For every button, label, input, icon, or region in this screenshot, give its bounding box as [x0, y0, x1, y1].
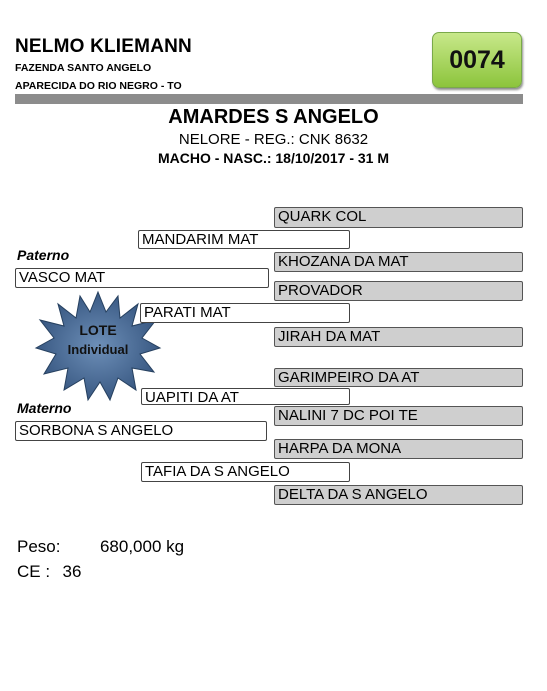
- animal-name: AMARDES S ANGELO: [168, 106, 379, 128]
- header-divider: [15, 94, 523, 104]
- weight-label: Peso:: [17, 537, 61, 556]
- great-grandparent-box: GARIMPEIRO DA AT: [274, 368, 523, 387]
- animal-breed-registration: NELORE - REG.: CNK 8632: [178, 131, 369, 148]
- ce-value: 36: [62, 562, 82, 581]
- sire-dam-box: PARATI MAT: [140, 303, 350, 323]
- great-grandparent-box: JIRAH DA MAT: [274, 327, 523, 347]
- great-grandparent-box: DELTA DA S ANGELO: [274, 485, 523, 505]
- dam-box: SORBONA S ANGELO: [15, 421, 267, 441]
- dam-sire-box: UAPITI DA AT: [141, 388, 350, 405]
- weight-value: 680,000 kg: [99, 537, 185, 556]
- lote-label: LOTE: [79, 322, 117, 338]
- great-grandparent-box: HARPA DA MONA: [274, 439, 523, 459]
- animal-sex-birth: MACHO - NASC.: 18/10/2017 - 31 M: [157, 150, 390, 166]
- great-grandparent-box: NALINI 7 DC POI TE: [274, 406, 523, 426]
- farm-name: FAZENDA SANTO ANGELO: [15, 62, 152, 74]
- paternal-label: Paterno: [17, 247, 70, 263]
- ce-row: [17, 562, 81, 582]
- great-grandparent-box: PROVADOR: [274, 281, 523, 301]
- sire-sire-box: MANDARIM MAT: [138, 230, 350, 249]
- maternal-label: Materno: [17, 400, 72, 416]
- weight-row: [17, 537, 184, 557]
- great-grandparent-box: KHOZANA DA MAT: [274, 252, 523, 272]
- dam-dam-box: TAFIA DA S ANGELO: [141, 462, 350, 482]
- owner-name: NELMO KLIEMANN: [15, 36, 192, 57]
- great-grandparent-box: QUARK COL: [274, 207, 523, 228]
- lot-number-badge: 0074: [432, 32, 522, 88]
- individual-label: Individual: [67, 342, 129, 357]
- farm-location: APARECIDA DO RIO NEGRO - TO: [15, 80, 182, 92]
- sire-box: VASCO MAT: [15, 268, 269, 288]
- ce-label: CE :: [17, 562, 51, 581]
